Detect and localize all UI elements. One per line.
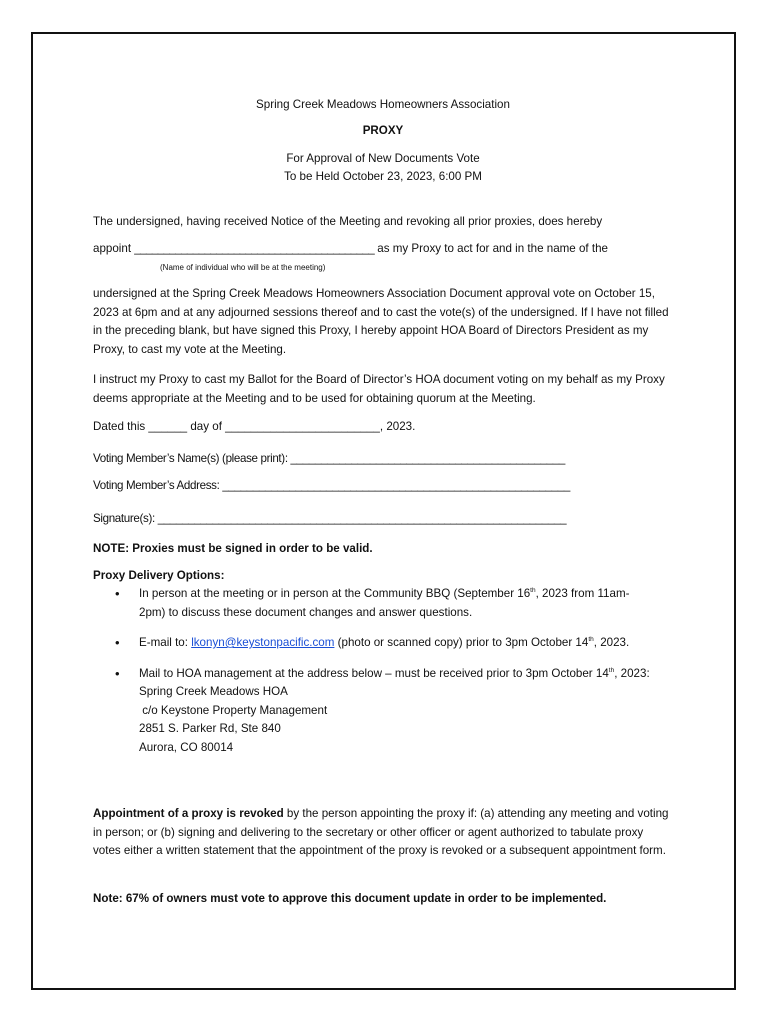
delivery-option-in-person xyxy=(93,585,671,622)
revocation-text: by the person appointing the proxy if: (a) attending any meeting and voting in person; or (b) signing and delivering to the secretary or other officer or agent authorized to tabulate proxy votes either a written statement that the appointment of the proxy is revoked or a subsequent appointment form. xyxy=(93,807,669,857)
document-title: PROXY xyxy=(362,124,404,137)
delivery-options-list xyxy=(93,585,671,757)
option1-text: In person at the meeting or in person at the Community BBQ (September 16 xyxy=(139,587,531,600)
association-name: Spring Creek Meadows Homeowners Association xyxy=(256,98,510,111)
meeting-date: To be Held October 23, 2023, 6:00 PM xyxy=(284,170,482,183)
vote-subtitle: For Approval of New Documents Vote xyxy=(286,152,480,165)
option3-text: Mail to HOA management at the address below – must be received prior to 3pm October 14 xyxy=(139,666,609,680)
instruct-paragraph: I instruct my Proxy to cast my Ballot for the Board of Director’s HOA document voting on my behalf as my Proxy deems appropriate at the Meeting and to be used for obtaining quorum at the Meeting. xyxy=(93,373,665,405)
approval-threshold-note: Note: 67% of owners must vote to approve this document update in order to be implemented. xyxy=(93,892,607,905)
option2-text-mid: (photo or scanned copy) prior to 3pm October 14 xyxy=(334,636,589,649)
appoint-prefix: appoint xyxy=(93,242,132,255)
delivery-option-mail xyxy=(93,665,671,758)
option2-text-end: , 2023. xyxy=(593,636,630,649)
revocation-paragraph xyxy=(93,805,671,861)
member-name-field[interactable]: Voting Member’s Name(s) (please print): _____________________________________________ xyxy=(93,452,565,465)
delivery-heading: Proxy Delivery Options: xyxy=(93,569,225,582)
address-line-2: c/o Keystone Property Management xyxy=(139,703,328,717)
mailing-address xyxy=(139,683,671,757)
appoint-line xyxy=(93,240,671,259)
option1-text-end: , 2023 from 11am-2pm) to discuss these document changes and answer questions. xyxy=(139,587,630,619)
appoint-suffix: as my Proxy to act for and in the name of the xyxy=(377,242,608,255)
signed-note: NOTE: Proxies must be signed in order to be valid. xyxy=(93,542,373,555)
delivery-option-email xyxy=(93,634,671,653)
intro-line: The undersigned, having received Notice of the Meeting and revoking all prior proxies, does hereby xyxy=(93,215,603,228)
option1-sup: th xyxy=(530,587,536,595)
option3-sup: th xyxy=(608,666,615,674)
option2-text: E-mail to: xyxy=(139,636,192,649)
email-link[interactable]: lkonyn@keystonpacific.com xyxy=(191,636,335,649)
dated-field[interactable]: Dated this ______ day of ________________________, 2023. xyxy=(93,420,416,433)
option3-text-end: , 2023: xyxy=(614,666,650,680)
option2-sup: th xyxy=(588,636,594,644)
address-line-3: 2851 S. Parker Rd, Ste 840 xyxy=(139,722,281,735)
revocation-heading: Appointment of a proxy is revoked xyxy=(93,807,284,820)
blank-caption: (Name of individual who will be at the meeting) xyxy=(160,263,326,272)
address-line-1: Spring Creek Meadows HOA xyxy=(139,685,288,698)
signature-field[interactable]: Signature(s): ___________________________________________________________________ xyxy=(93,512,567,525)
address-line-4: Aurora, CO 80014 xyxy=(139,740,234,754)
intro-continuation: undersigned at the Spring Creek Meadows Homeowners Association Document approval vote on October 15, 2023 at 6pm and at any adjourned sessions thereof and to cast the vote(s) of the undersigned. If I have not filled in the preceding blank, but have signed this Proxy, I hereby appoint HOA Board of Directors President as my Proxy, to cast my vote at the Meeting. xyxy=(93,287,669,356)
member-address-field[interactable]: Voting Member’s Address: _________________________________________________________ xyxy=(93,479,570,492)
proxy-name-blank[interactable]: _________________________________________ xyxy=(134,242,375,255)
